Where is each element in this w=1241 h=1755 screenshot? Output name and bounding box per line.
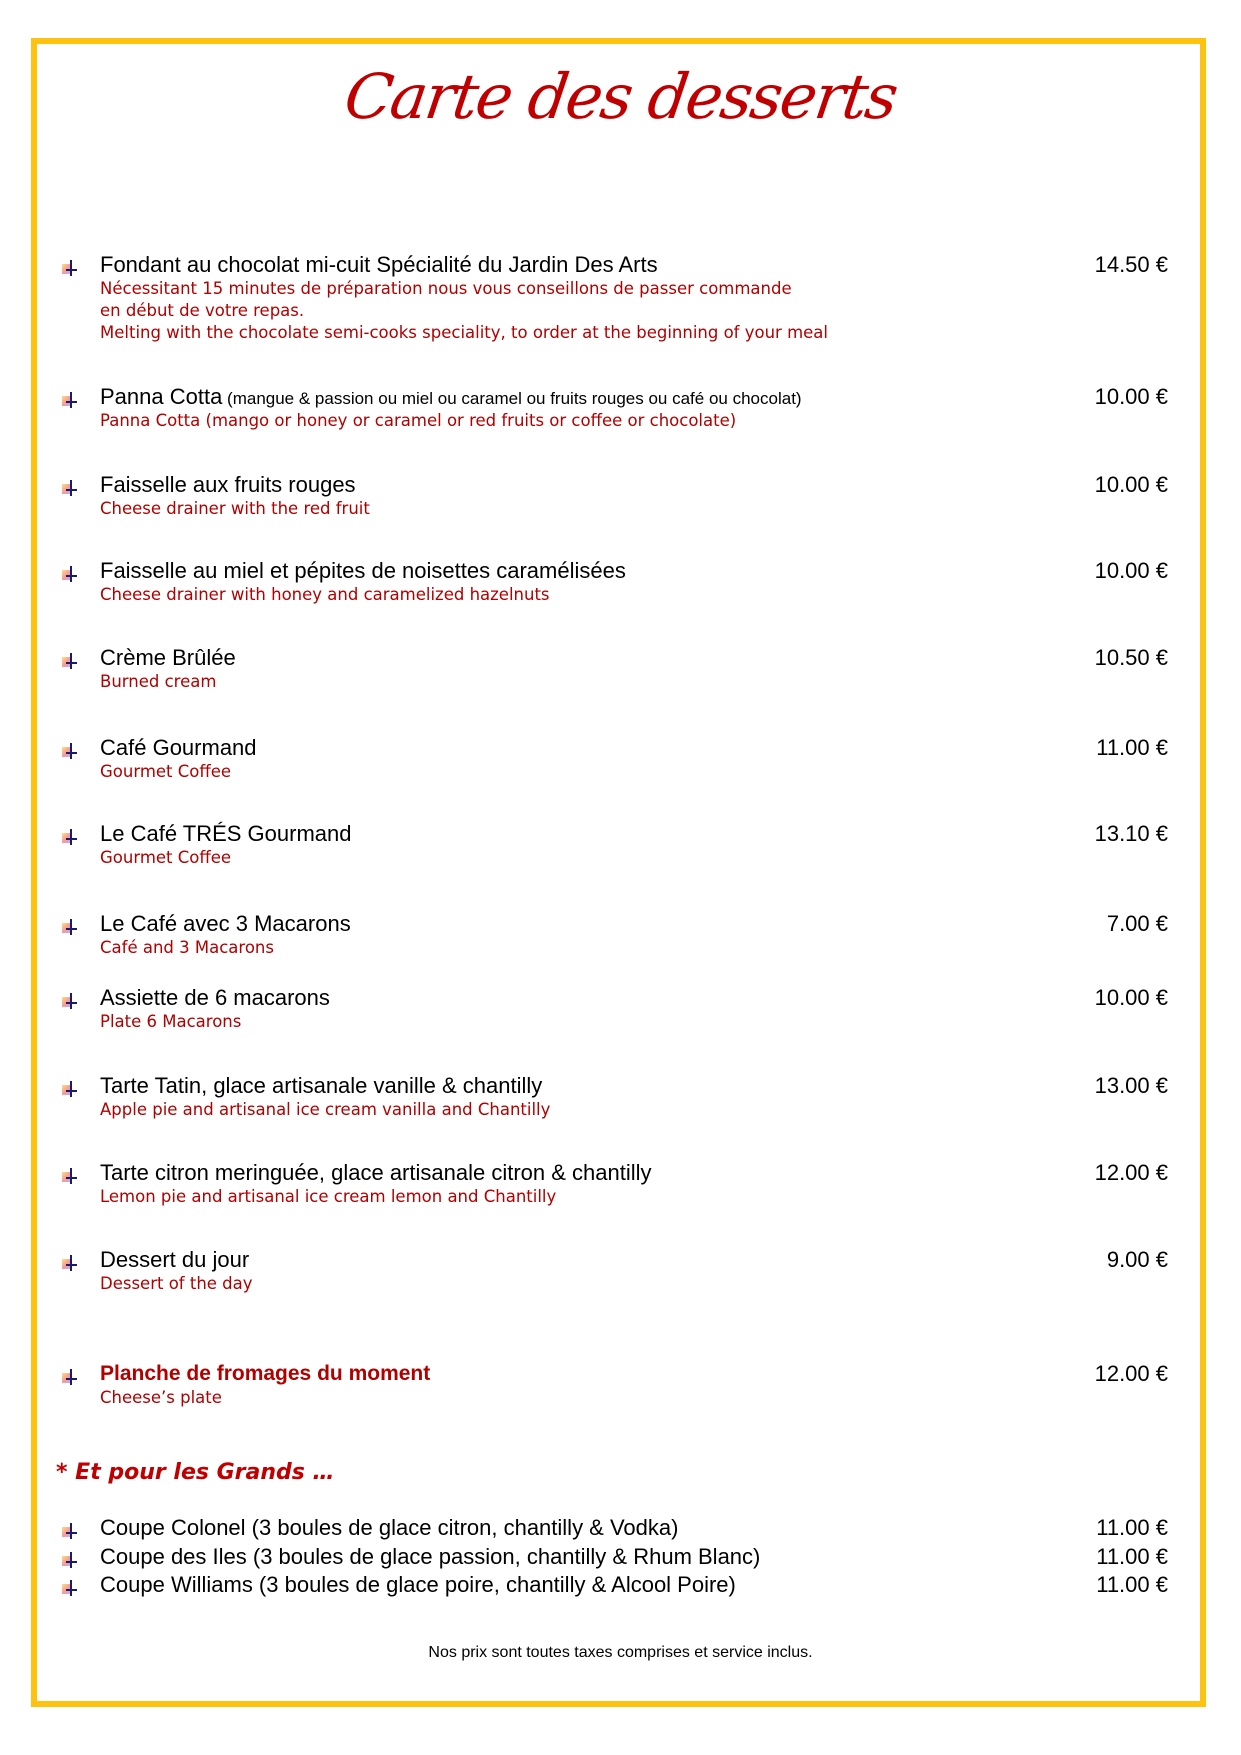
item-name-text: Panna Cotta (100, 384, 223, 409)
item-name (100, 985, 330, 1013)
item-name-text: Le Café avec 3 Macarons (100, 911, 351, 936)
item-name (100, 735, 257, 763)
item-name (100, 472, 356, 500)
bullet-icon (62, 1081, 78, 1097)
item-price: 7.00 € (1106, 911, 1168, 936)
item-description: Gourmet Coffee (100, 848, 232, 867)
item-description: Gourmet Coffee (100, 762, 232, 781)
item-description: Burned cream (100, 672, 217, 691)
item-price: 10.50 € (1094, 645, 1168, 670)
bullet-icon (62, 480, 78, 496)
item-price: 10.00 € (1094, 384, 1168, 409)
section-heading-grands: * Et pour les Grands … (56, 1460, 335, 1485)
bullet-icon (62, 743, 78, 759)
item-price: 13.00 € (1094, 1073, 1168, 1098)
item-description: Panna Cotta (mango or honey or caramel or red fruits or coffee or chocolate) (100, 411, 737, 430)
item-name: Coupe Williams (3 boules de glace poire, chantilly & Alcool Poire) (100, 1572, 736, 1597)
item-price: 11.00 € (1096, 1544, 1168, 1569)
item-name (100, 558, 626, 586)
item-description: Nécessitant 15 minutes de préparation nous vous conseillons de passer commande en début de votre repas. Melting with the chocolate semi-cooks speciality, to order at the beginning of your meal (100, 279, 828, 342)
item-description: Café and 3 Macarons (100, 938, 274, 957)
item-price: 12.00 € (1094, 1361, 1168, 1386)
item-description: Lemon pie and artisanal ice cream lemon and Chantilly (100, 1187, 557, 1206)
item-description: Apple pie and artisanal ice cream vanilla and Chantilly (100, 1100, 551, 1119)
item-description: Plate 6 Macarons (100, 1012, 242, 1031)
item-name: Coupe des Iles (3 boules de glace passion, chantilly & Rhum Blanc) (100, 1544, 761, 1569)
item-name-text: Faisselle aux fruits rouges (100, 472, 356, 497)
bullet-icon (62, 919, 78, 935)
item-name (100, 384, 802, 412)
item-price: 13.10 € (1094, 821, 1168, 846)
item-price: 10.00 € (1094, 985, 1168, 1010)
item-name-detail: (mangue & passion ou miel ou caramel ou fruits rouges ou café ou chocolat) (222, 389, 802, 408)
footer-note: Nos prix sont toutes taxes comprises et service inclus. (428, 1644, 813, 1661)
bullet-icon (62, 1552, 78, 1568)
item-name-text: Crème Brûlée (100, 645, 236, 670)
item-name (100, 645, 236, 673)
bullet-icon (62, 1168, 78, 1184)
bullet-icon (62, 1369, 78, 1385)
bullet-icon (62, 1580, 78, 1596)
item-name-text: Faisselle au miel et pépites de noisettes caramélisées (100, 558, 626, 583)
item-price: 10.00 € (1094, 472, 1168, 497)
item-name-text: Tarte Tatin, glace artisanale vanille & chantilly (100, 1073, 543, 1098)
item-name-text: Tarte citron meringuée, glace artisanale citron & chantilly (100, 1160, 652, 1185)
bullet-icon (62, 1523, 78, 1539)
item-price: 9.00 € (1106, 1247, 1168, 1272)
item-description: Cheese drainer with honey and caramelized hazelnuts (100, 585, 550, 604)
item-description: Cheese’s plate (100, 1388, 222, 1407)
item-name-text: Le Café TRÉS Gourmand (100, 821, 352, 846)
item-name-text: Café Gourmand (100, 735, 257, 760)
bullet-icon (62, 260, 78, 276)
item-price: 12.00 € (1094, 1160, 1168, 1185)
item-name (100, 1247, 249, 1275)
item-name: Coupe Colonel (3 boules de glace citron, chantilly & Vodka) (100, 1515, 679, 1540)
item-name (100, 1073, 542, 1101)
item-name (100, 1160, 652, 1188)
item-price: 14.50 € (1094, 252, 1168, 277)
bullet-icon (62, 653, 78, 669)
bullet-icon (62, 1255, 78, 1271)
item-name-text: Dessert du jour (100, 1247, 250, 1272)
bullet-icon (62, 993, 78, 1009)
item-name-text: Planche de fromages du moment (100, 1362, 431, 1385)
item-description: Dessert of the day (100, 1274, 253, 1293)
item-price: 10.00 € (1094, 558, 1168, 583)
item-price: 11.00 € (1096, 1515, 1168, 1540)
bullet-icon (62, 392, 78, 408)
item-name (100, 252, 658, 280)
item-description: Cheese drainer with the red fruit (100, 499, 370, 518)
page-title: Carte des desserts (340, 60, 901, 133)
item-name (100, 911, 351, 939)
item-price: 11.00 € (1096, 735, 1168, 760)
item-name-text: Fondant au chocolat mi-cuit Spécialité du Jardin Des Arts (100, 252, 658, 277)
item-name-text: Assiette de 6 macarons (100, 985, 330, 1010)
bullet-icon (62, 829, 78, 845)
bullet-icon (62, 566, 78, 582)
item-name (100, 821, 352, 849)
item-name (100, 1361, 430, 1388)
item-price: 11.00 € (1096, 1572, 1168, 1597)
